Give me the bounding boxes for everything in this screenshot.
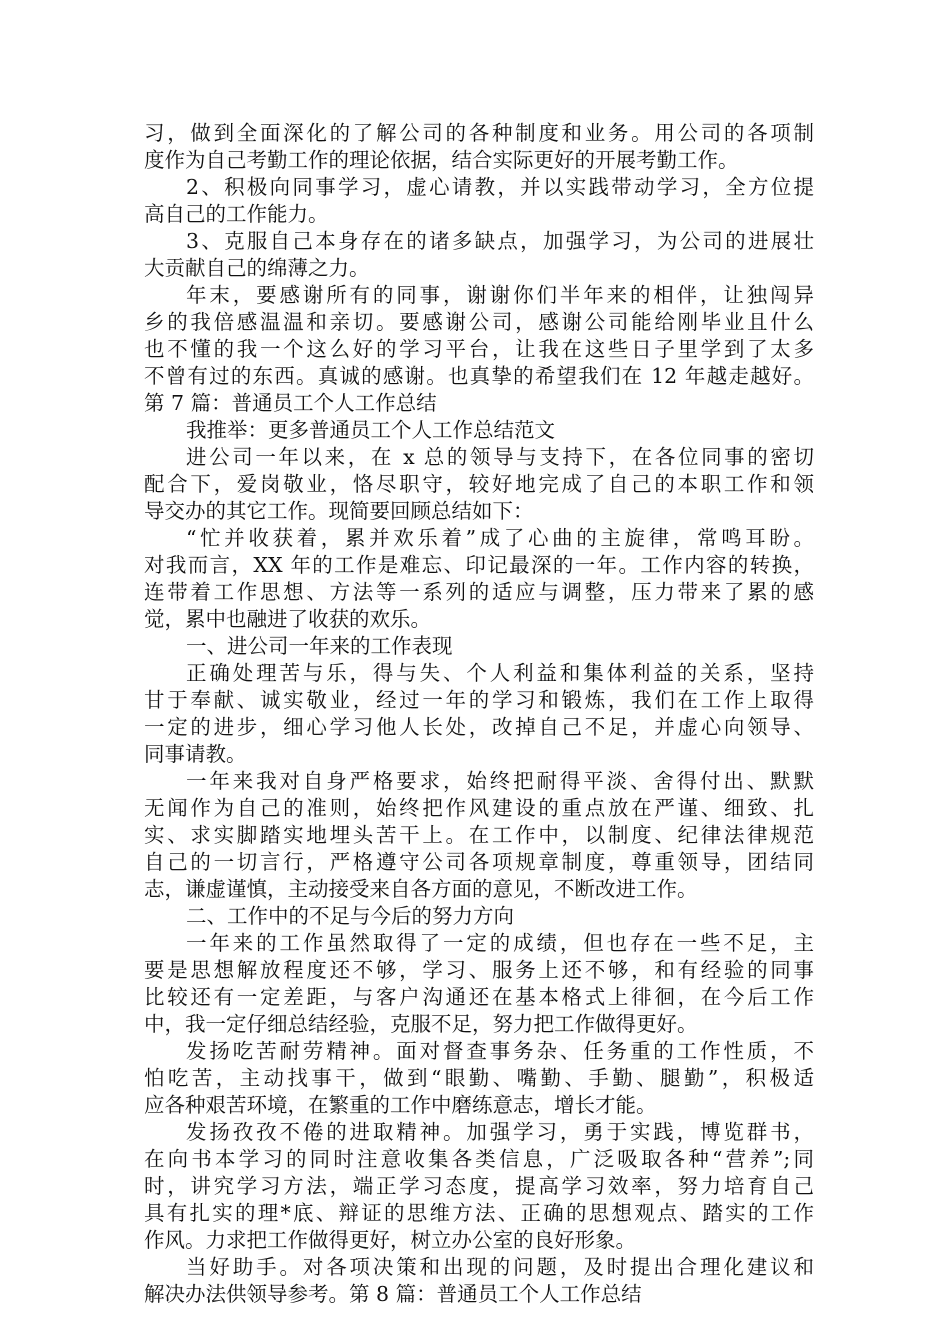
text-line: 发扬孜孜不倦的进取精神。加强学习，勇于实践，博览群书，	[186, 1120, 814, 1144]
text-line: 配合下，爱岗敬业，恪尽职守，较好地完成了自己的本职工作和领	[144, 472, 814, 496]
text-line: 甘于奉献、诚实敬业，经过一年的学习和锻炼，我们在工作上取得	[144, 688, 814, 712]
text-line: 乡的我倍感温温和亲切。要感谢公司，感谢公司能给刚毕业且什么	[144, 310, 814, 334]
text-line: 二、工作中的不足与今后的努力方向	[186, 904, 514, 928]
text-line: “忙并收获着，累并欢乐着”成了心曲的主旋律，常鸣耳盼。	[186, 526, 814, 550]
text-line: 自己的一切言行，严格遵守公司各项规章制度，尊重领导，团结同	[144, 850, 814, 874]
text-line: 作风。力求把工作做得更好，树立办公室的良好形象。	[144, 1228, 636, 1252]
text-line: 应各种艰苦环境，在繁重的工作中磨练意志，增长才能。	[144, 1093, 657, 1117]
text-line: 发扬吃苦耐劳精神。面对督查事务杂、任务重的工作性质，不	[186, 1039, 814, 1063]
text-line: 比较还有一定差距，与客户沟通还在基本格式上徘徊，在今后工作	[144, 985, 814, 1009]
text-line: 在向书本学习的同时注意收集各类信息，广泛吸取各种“营养”;同	[144, 1147, 814, 1171]
text-line: 不曾有过的东西。真诚的感谢。也真挚的希望我们在 12 年越走越好。	[144, 364, 814, 388]
text-line: 一、进公司一年来的工作表现	[186, 634, 453, 658]
text-line: 连带着工作思想、方法等一系列的适应与调整，压力带来了累的感	[144, 580, 814, 604]
text-line: 解决办法供领导参考。第 8 篇：普通员工个人工作总结	[144, 1282, 642, 1306]
text-line: 高自己的工作能力。	[144, 202, 329, 226]
text-line: 一定的进步，细心学习他人长处，改掉自己不足，并虚心向领导、	[144, 715, 814, 739]
text-line: 导交办的其它工作。现简要回顾总结如下：	[144, 499, 534, 523]
text-line: 中，我一定仔细总结经验，克服不足，努力把工作做得更好。	[144, 1012, 698, 1036]
text-line: 正确处理苦与乐，得与失、个人利益和集体利益的关系，坚持	[186, 661, 814, 685]
text-line: 无闻作为自己的准则，始终把作风建设的重点放在严谨、细致、扎	[144, 796, 814, 820]
text-line: 觉，累中也融进了收获的欢乐。	[144, 607, 431, 631]
text-line: 同事请教。	[144, 742, 247, 766]
text-line: 习，做到全面深化的了解公司的各种制度和业务。用公司的各项制	[144, 121, 814, 145]
text-line: 2、积极向同事学习，虚心请教，并以实践带动学习，全方位提	[186, 175, 814, 199]
text-line: 对我而言，XX 年的工作是难忘、印记最深的一年。工作内容的转换，	[144, 553, 814, 577]
text-line: 也不懂的我一个这么好的学习平台，让我在这些日子里学到了太多	[144, 337, 814, 361]
text-line: 度作为自己考勤工作的理论依据，结合实际更好的开展考勤工作。	[144, 148, 739, 172]
text-line: 进公司一年以来，在 x 总的领导与支持下，在各位同事的密切	[186, 445, 814, 469]
text-line: 我推举：更多普通员工个人工作总结范文	[186, 418, 555, 442]
text-line: 年末，要感谢所有的同事，谢谢你们半年来的相伴，让独闯异	[186, 283, 814, 307]
text-line: 要是思想解放程度还不够，学习、服务上还不够，和有经验的同事	[144, 958, 814, 982]
text-line: 当好助手。对各项决策和出现的问题，及时提出合理化建议和	[186, 1255, 814, 1279]
text-line: 实、求实脚踏实地埋头苦干上。在工作中，以制度、纪律法律规范	[144, 823, 814, 847]
text-line: 志，谦虚谨慎，主动接受来自各方面的意见，不断改进工作。	[144, 877, 698, 901]
text-line: 怕吃苦，主动找事干，做到“眼勤、嘴勤、手勤、腿勤”，积极适	[144, 1066, 814, 1090]
text-line: 一年来的工作虽然取得了一定的成绩，但也存在一些不足，主	[186, 931, 814, 955]
text-line: 时，讲究学习方法，端正学习态度，提高学习效率，努力培育自己	[144, 1174, 814, 1198]
text-line: 具有扎实的理*底、辩证的思维方法、正确的思想观点、踏实的工作	[144, 1201, 814, 1225]
text-line: 3、克服自己本身存在的诸多缺点，加强学习，为公司的进展壮	[186, 229, 814, 253]
text-line: 第 7 篇：普通员工个人工作总结	[144, 391, 437, 415]
text-line: 大贡献自己的绵薄之力。	[144, 256, 370, 280]
document-page	[144, 120, 814, 1308]
text-line: 一年来我对自身严格要求，始终把耐得平淡、舍得付出、默默	[186, 769, 814, 793]
